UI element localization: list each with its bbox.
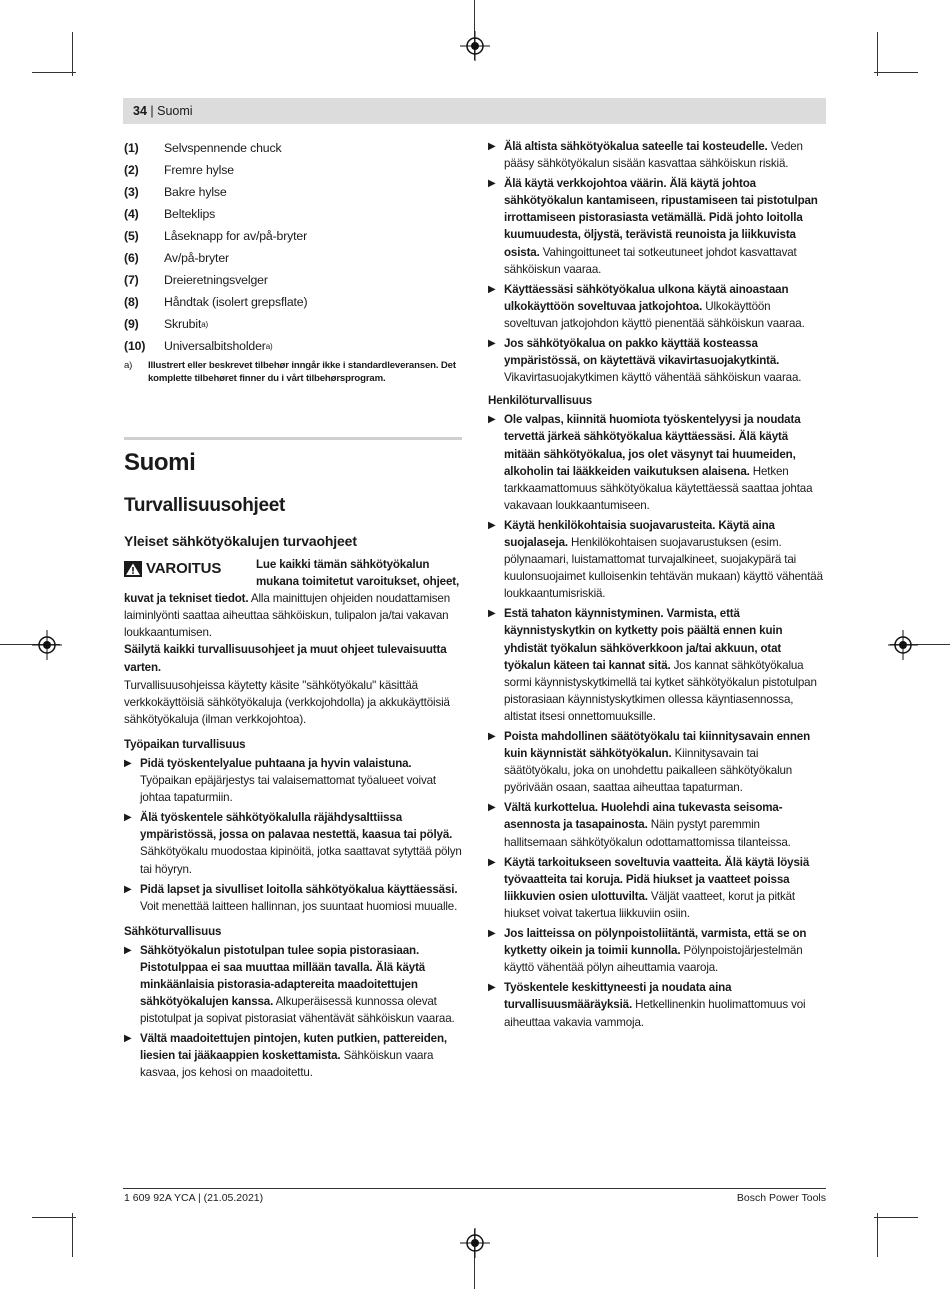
bullet-arrow-icon: ▶ xyxy=(488,608,496,620)
bullet-body-text: Alkuperäisessä kunnossa olevat pistotulpat ja sopivat pistorasiat vähentävät sähköiskun vaaraa. xyxy=(140,995,455,1026)
footnote-text: Illustrert eller beskrevet tilbehør inngår ikke i standardleveransen. Det komplette tilbehøret finner du i vårt tilbehørsprogram. xyxy=(148,360,456,384)
parts-list-item xyxy=(124,204,462,226)
bullet-bold-text: Vältä maadoitettujen pintojen, kuten putkien, pattereiden, liesien tai jääkaappien koskettamista. xyxy=(140,1032,447,1063)
bullet-text xyxy=(140,942,462,1027)
bullet-arrow-icon: ▶ xyxy=(488,414,496,426)
bullet-arrow-icon: ▶ xyxy=(488,178,496,190)
bullet-arrow-icon: ▶ xyxy=(124,1033,132,1045)
parts-list xyxy=(124,138,462,358)
registration-mark-icon xyxy=(460,1228,490,1258)
bullet-body-text: Hetkellinenkin huolimattomuus voi aiheuttaa vakavia vammoja. xyxy=(504,998,806,1029)
bullet-bold-text: Käyttäessäsi sähkötyökalua ulkona käytä ainoastaan ulkokäyttöön soveltuvaa jatkojohtoa. xyxy=(504,282,789,313)
safety-bullet-item xyxy=(124,942,462,1027)
crop-mark xyxy=(877,1213,878,1257)
bullet-bold-text: Jos sähkötyökalua on pakko käyttää kosteassa ympäristössä, on käytettävä vikavirtasuojakytkintä. xyxy=(504,337,780,368)
bullet-body-text: Sähköiskun vaara kasvaa, jos kehosi on maadoitettu. xyxy=(140,1049,434,1080)
bullet-bold-text: Älä altista sähkötyökalua sateelle tai kosteudelle. xyxy=(504,140,768,153)
bullet-body-text: Vikavirtasuojakytkimen käyttö vähentää sähköiskun vaaraa. xyxy=(504,371,802,385)
crop-mark xyxy=(72,32,73,76)
part-number: (4) xyxy=(124,207,139,222)
part-label: Belteklips xyxy=(164,207,216,222)
bullet-body-text: Väljät vaatteet, korut ja pitkät hiukset voivat takertua liikkuviin osiin. xyxy=(504,889,795,920)
safety-bullet-item xyxy=(124,881,462,915)
part-number: (8) xyxy=(124,295,139,310)
bullet-arrow-icon: ▶ xyxy=(488,338,496,350)
part-label: Låseknapp for av/på-bryter xyxy=(164,229,308,244)
parts-list-item xyxy=(124,270,462,292)
parts-list-item xyxy=(124,138,462,160)
crop-mark xyxy=(32,1217,76,1218)
part-number: (2) xyxy=(124,163,139,178)
bullet-text xyxy=(504,925,826,976)
parts-list-item xyxy=(124,336,462,358)
part-label: Bakre hylse xyxy=(164,185,227,200)
workplace-safety-list xyxy=(124,755,462,915)
bullet-bold-text: Poista mahdollinen säätötyökalu tai kiinnitysavain ennen kuin käynnistät sähkötyökalun. xyxy=(504,730,811,761)
bullet-bold-text: Sähkötyökalun pistotulpan tulee sopia pistorasiaan. Pistotulppaa ei saa muuttaa millään tavalla. Älä käytä minkäänlaisia pistorasia-adaptereita maadoitettujen sähkötyökalujen kanssa. xyxy=(140,943,426,1009)
bullet-text xyxy=(504,335,826,386)
safety-bullet-item xyxy=(488,335,826,386)
personal-safety-title: Henkilöturvallisuus xyxy=(488,394,593,408)
warning-rest: Alla mainittujen ohjeiden noudattamisen laiminlyönti saattaa aiheuttaa sähköiskun, tulipalon ja/tai vakavan loukkaantumisen. xyxy=(124,592,451,640)
part-number: (1) xyxy=(124,141,139,156)
part-label: Håndtak (isolert grepsflate) xyxy=(164,295,308,310)
parts-list-item xyxy=(124,248,462,270)
bullet-bold-text: Käytä tarkoitukseen soveltuvia vaatteita. Älä käytä löysiä työvaatteita tai koruja. Pidä hiukset ja vaatteet poissa liikkuvien osien ulottuvilta. xyxy=(504,855,810,903)
bullet-body-text: Hetken tarkkaamattomuus sähkötyökalua käytettäessä saattaa johtaa vakavaan loukkaantumiseen. xyxy=(504,464,813,512)
bullet-bold-text: Työskentele keskittyneesti ja noudata aina turvallisuusmääräyksiä. xyxy=(504,981,732,1012)
section-divider xyxy=(124,437,462,440)
bullet-bold-text: Jos laitteissa on pölynpoistoliitäntä, varmista, että se on kytketty oikein ja toimii kunnolla. xyxy=(504,927,807,958)
safety-bullet-item xyxy=(488,138,826,172)
bullet-text xyxy=(504,517,826,602)
safety-bullet-item xyxy=(488,281,826,332)
bullet-bold-text: Pidä työskentelyalue puhtaana ja hyvin valaistuna. xyxy=(140,756,412,770)
footer-brand: Bosch Power Tools xyxy=(736,1192,826,1204)
section-title: Suomi xyxy=(124,449,196,476)
part-label: Fremre hylse xyxy=(164,163,234,178)
safety-title: Turvallisuusohjeet xyxy=(124,495,286,516)
right-column xyxy=(488,138,826,1035)
bullet-bold-text: Ole valpas, kiinnitä huomiota työskentelyysi ja noudata tervettä järkeä sähkötyökalua käyttäessäsi. Älä käytä mitään sähkötyökalua, jos olet väsynyt tai huumeiden, alkoholin tai lääkkeiden vaikutuksen alaisena. xyxy=(504,413,801,478)
electrical-safety-list-continued xyxy=(488,138,826,386)
warning-lead: Lue kaikki tämän sähkötyökalun mukana toimitetut varoitukset, ohjeet, kuvat ja tekniset tiedot. xyxy=(124,558,460,606)
warning-badge xyxy=(124,558,256,580)
footnote-mark: a) xyxy=(124,360,133,371)
safety-bullet-item xyxy=(488,854,826,922)
parts-list-item xyxy=(124,314,462,336)
bullet-body-text: Voit menettää laitteen hallinnan, jos suuntaat huomiosi muualle. xyxy=(140,899,458,913)
bullet-body-text: Jos kannat sähkötyökalua sormi käynnistyskytkimellä tai kytket sähkötyökalun pistotulpan pistorasiaan käynnistyskytkimen ollessa käyntiasennossa, altistat itsesi onnettomuuksille. xyxy=(504,658,817,723)
parts-list-item xyxy=(124,226,462,248)
keep-instructions: Säilytä kaikki turvallisuusohjeet ja muut ohjeet tulevaisuutta varten. xyxy=(124,643,447,674)
electrical-safety-list xyxy=(124,942,462,1082)
parts-list-item xyxy=(124,292,462,314)
bullet-arrow-icon: ▶ xyxy=(488,519,496,531)
safety-bullet-item xyxy=(488,925,826,976)
parts-list-item xyxy=(124,160,462,182)
part-number: (7) xyxy=(124,273,139,288)
part-label: Dreieretningsvelger xyxy=(164,273,268,288)
page-header: 34 | Suomi xyxy=(133,104,193,118)
bullet-arrow-icon: ▶ xyxy=(488,731,496,742)
safety-bullet-item xyxy=(488,517,826,602)
general-safety-title: Yleiset sähkötyökalujen turvaohjeet xyxy=(124,533,357,549)
safety-bullet-item xyxy=(488,979,826,1030)
crop-mark xyxy=(72,1213,73,1257)
bullet-arrow-icon: ▶ xyxy=(124,812,132,824)
bullet-body-text: Kiinnitysavain tai säätötyökalu, joka on unohdettu paikalleen sähkötyökalun pyörivään osaan, saattaa aiheuttaa tapaturman. xyxy=(504,747,793,795)
safety-bullet-item xyxy=(488,799,826,850)
bullet-bold-text: Estä tahaton käynnistyminen. Varmista, että käynnistyskytkin on kytketty pois päältä ennen kuin yhdistät työkalun sähköverkkoon ja/tai akkuun, otat työkalun käteen tai kannat sitä. xyxy=(504,607,783,672)
footnote xyxy=(124,360,462,385)
crop-mark xyxy=(874,72,918,73)
bullet-body-text: Näin pystyt paremmin hallitsemaan sähkötyökalun odottamattomissa tilanteissa. xyxy=(504,818,791,849)
bullet-text xyxy=(504,728,826,796)
part-number: (10) xyxy=(124,339,146,354)
part-label: Av/på-bryter xyxy=(164,251,229,266)
bullet-arrow-icon: ▶ xyxy=(488,283,496,295)
warning-triangle-icon xyxy=(124,561,142,577)
safety-bullet-item xyxy=(488,175,826,278)
part-label: Skrubit xyxy=(164,317,202,332)
safety-bullet-item xyxy=(488,411,826,514)
bullet-body-text: Henkilökohtaisen suojavarustuksen (esim. pölynaamari, luistamattomat turvajalkineet, suojakypärä tai kuulonsuojaimet kulloisenkin tehtävän mukaan) käyttö vähentää loukkaantumisriskiä. xyxy=(504,535,823,601)
bullet-text xyxy=(140,1030,462,1081)
bullet-bold-text: Vältä kurkottelua. Huolehdi aina tukevasta seisoma-asennosta ja tasapainosta. xyxy=(504,801,783,832)
parts-list-item xyxy=(124,182,462,204)
safety-bullet-item xyxy=(124,1030,462,1081)
part-footnote-ref: a) xyxy=(201,320,209,330)
bullet-bold-text: Pidä lapset ja sivulliset loitolla sähkötyökalua käyttäessäsi. xyxy=(140,882,458,896)
safety-bullet-item xyxy=(124,755,462,806)
bullet-arrow-icon: ▶ xyxy=(488,141,496,152)
bullet-text xyxy=(504,979,826,1030)
bullet-arrow-icon: ▶ xyxy=(488,856,496,868)
part-number: (5) xyxy=(124,229,139,244)
bullet-text xyxy=(504,854,826,922)
crop-mark xyxy=(874,1217,918,1218)
bullet-text xyxy=(504,175,826,278)
page-header-bar xyxy=(123,98,826,124)
bullet-bold-text: Käytä henkilökohtaisia suojavarusteita. Käytä aina suojalaseja. xyxy=(504,518,775,549)
header-language: Suomi xyxy=(157,104,193,118)
bullet-text xyxy=(140,809,462,877)
bullet-arrow-icon: ▶ xyxy=(124,883,132,895)
warning-label: VAROITUS xyxy=(146,560,222,578)
page-number: 34 xyxy=(133,104,147,118)
registration-mark-icon xyxy=(888,630,918,660)
safety-bullet-item xyxy=(488,728,826,796)
registration-mark-icon xyxy=(460,31,490,61)
safety-bullet-item xyxy=(124,809,462,877)
bullet-text xyxy=(140,755,462,806)
bullet-text xyxy=(504,799,826,850)
safety-bullet-item xyxy=(488,605,826,725)
bullet-text xyxy=(504,411,826,514)
electrical-safety-title: Sähköturvallisuus xyxy=(124,924,222,938)
bullet-body-text: Veden pääsy sähkötyökalun sisään kasvattaa sähköiskun riskiä. xyxy=(504,140,803,171)
footer-divider xyxy=(123,1188,826,1189)
part-number: (3) xyxy=(124,185,139,200)
bullet-body-text: Pölynpoistojärjestelmän käyttö vähentää pölyn aiheuttamia vaaroja. xyxy=(504,944,803,975)
part-footnote-ref: a) xyxy=(265,342,273,352)
bullet-text xyxy=(140,881,462,915)
bullet-text xyxy=(504,281,826,332)
warning-block xyxy=(124,556,462,641)
bullet-body-text: Sähkötyökalu muodostaa kipinöitä, jotka saattavat sytyttää pölyn tai höyryn. xyxy=(140,845,462,876)
crop-mark xyxy=(32,72,76,73)
bullet-text xyxy=(504,605,826,725)
footer-doc-id: 1 609 92A YCA | (21.05.2021) xyxy=(124,1192,264,1204)
bullet-arrow-icon: ▶ xyxy=(488,802,496,814)
bullet-bold-text: Älä työskentele sähkötyökalulla räjähdysalttiissa ympäristössä, jossa on palavaa nestettä, kaasua tai pölyä. xyxy=(140,811,453,842)
part-label: Universalbitsholder xyxy=(164,339,266,354)
bullet-text xyxy=(504,138,826,172)
bullet-body-text: Vahingoittuneet tai sotkeutuneet johdot kasvattavat sähköiskun vaaraa. xyxy=(504,245,797,276)
bullet-arrow-icon: ▶ xyxy=(488,982,496,994)
left-column xyxy=(124,138,462,1086)
bullet-body-text: Ulkokäyttöön soveltuvan jatkojohdon käyttö pienentää sähköiskun vaaraa. xyxy=(504,299,805,330)
crop-mark xyxy=(877,32,878,76)
registration-mark-icon xyxy=(32,630,62,660)
part-number: (6) xyxy=(124,251,139,266)
bullet-arrow-icon: ▶ xyxy=(124,944,132,956)
bullet-bold-text: Älä käytä verkkojohtoa väärin. Älä käytä johtoa sähkötyökalun kantamiseen, ripustamiseen tai pistotulpan irrottamiseen pistorasiasta vetämällä. Pidä johto loitolla kuumuudesta, öljystä, terävistä reunoista ja liikkuvista osista. xyxy=(504,177,818,259)
workplace-safety-title: Työpaikan turvallisuus xyxy=(124,737,246,751)
bullet-arrow-icon: ▶ xyxy=(488,928,496,940)
part-number: (9) xyxy=(124,317,139,332)
part-label: Selvspennende chuck xyxy=(164,141,282,156)
personal-safety-list xyxy=(488,411,826,1030)
term-paragraph: Turvallisuusohjeissa käytetty käsite "sähkötyökalu" käsittää verkkokäyttöisiä sähkötyökaluja (verkkojohdolla) ja akkukäyttöisiä sähkötyökaluja (ilman verkkojohtoa). xyxy=(124,678,450,726)
bullet-body-text: Työpaikan epäjärjestys tai valaisemattomat työalueet voivat johtaa tapaturmiin. xyxy=(140,774,436,805)
bullet-arrow-icon: ▶ xyxy=(124,757,132,769)
